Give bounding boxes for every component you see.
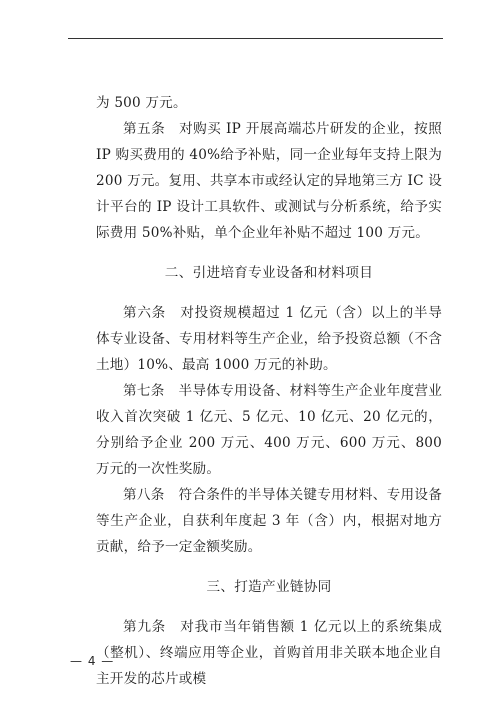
page-number: — 4 — [70, 654, 115, 668]
section-heading-3: 三、打造产业链协同 [206, 579, 332, 595]
article-5: 第五条 对购买 IP 开展高端芯片研发的企业，按照 IP 购买费用的 40%给予补贴，同一企业每年支持上限为 200 万元。复用、共享本市或经认定的异地第三方 IC 设计平台的 IP 设计工具软件、或测试与分析系统，给予实际费用 50%补贴，单个企业年补贴不超过 100 万元。 [96, 121, 442, 241]
header-rule [68, 38, 443, 39]
article-6: 第六条 对投资规模超过 1 亿元（含）以上的半导体专业设备、专用材料等生产企业，给予投资总额（不含土地）10%、最高 1000 万元的补助。 [96, 305, 442, 373]
article-7: 第七条 半导体专用设备、材料等生产企业年度营业收入首次突破 1 亿元、5 亿元、10 亿元、20 亿元的，分别给予企业 200 万元、400 万元、600 万元、800 万元的一次性奖励。 [96, 383, 442, 477]
article-9: 第九条 对我市当年销售额 1 亿元以上的系统集成（整机）、终端应用等企业，首购首用非关联本地企业自主开发的芯片或模 [96, 619, 442, 687]
paragraph-continuation: 为 500 万元。 [96, 95, 187, 111]
document-body [96, 90, 442, 692]
article-8: 第八条 符合条件的半导体关键专用材料、专用设备等生产企业，自获利年度起 3 年（含）内，根据对地方贡献，给予一定金额奖励。 [96, 487, 442, 555]
section-heading-2: 二、引进培育专业设备和材料项目 [164, 265, 374, 281]
